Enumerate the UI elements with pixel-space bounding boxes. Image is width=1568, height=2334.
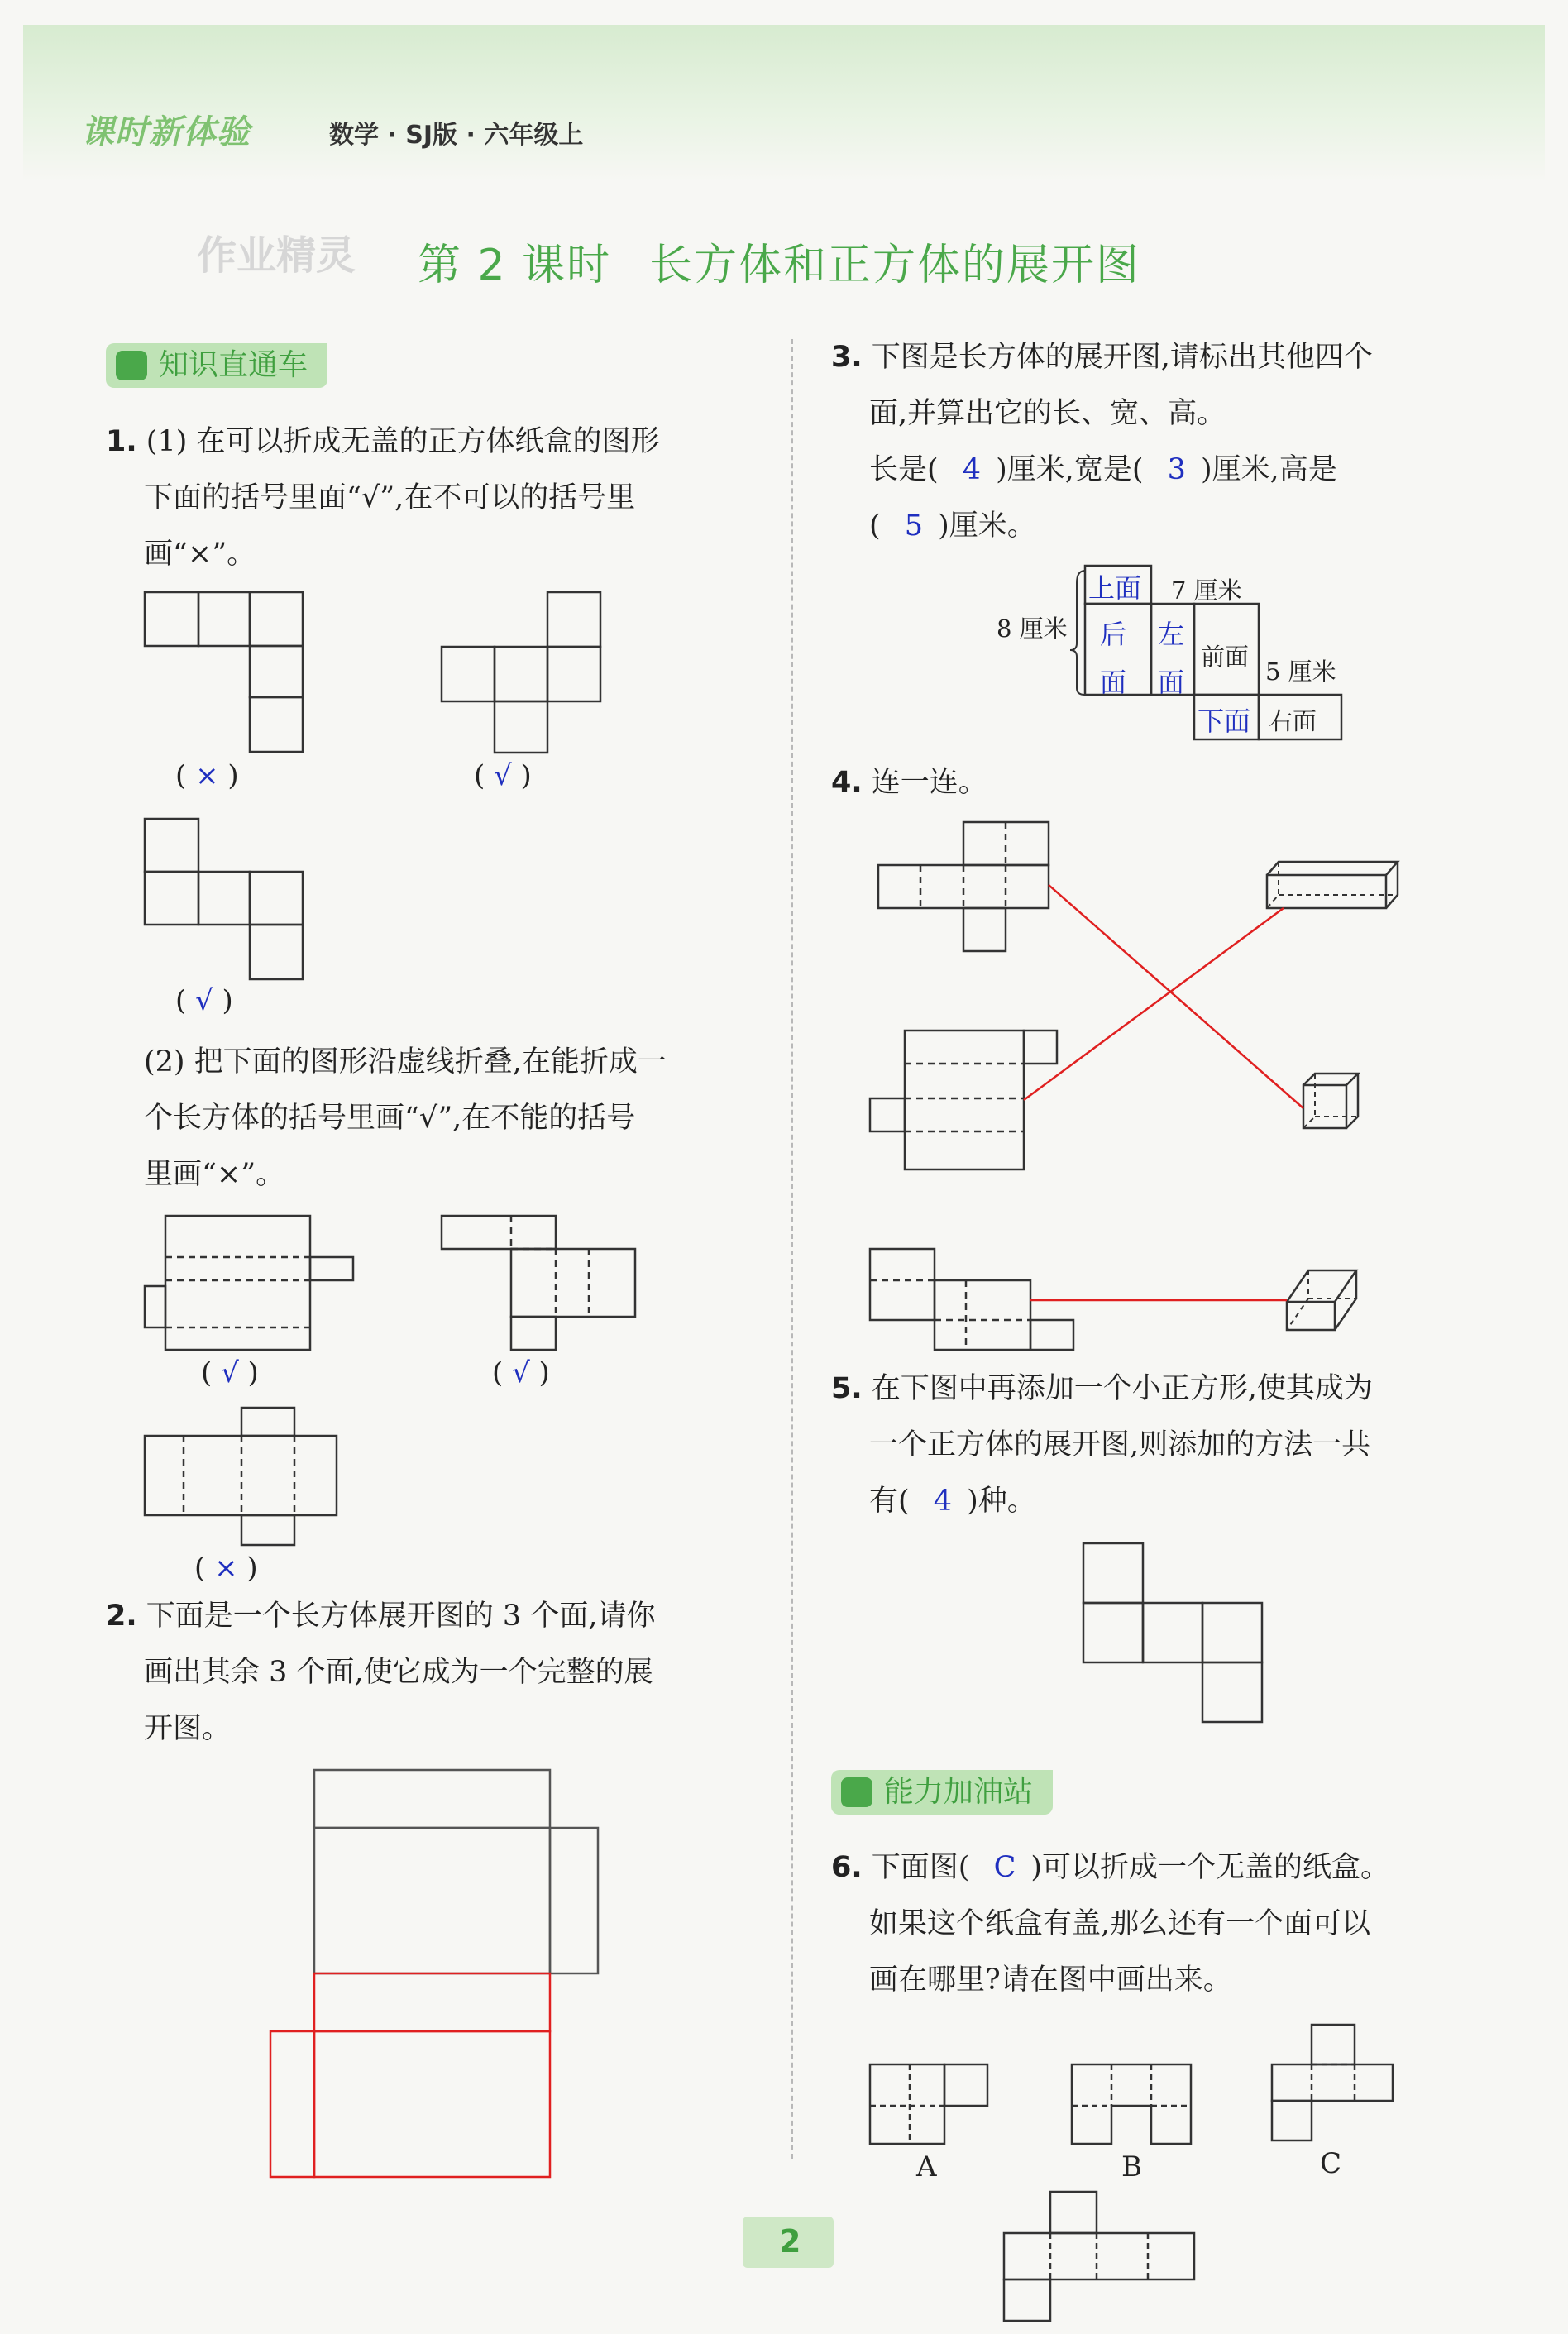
lesson-number: 第 2 课时 bbox=[418, 241, 612, 290]
q2-number: 2. bbox=[106, 1600, 137, 1633]
q3-length-answer: 4 bbox=[962, 453, 982, 486]
q3-height-close: )厘米。 bbox=[938, 509, 1036, 543]
q1-ans2: √ bbox=[494, 759, 512, 792]
q3-dim-7: 7 厘米 bbox=[1171, 576, 1242, 605]
q1-ans1: × bbox=[195, 759, 219, 792]
q1p2-ans1: √ bbox=[221, 1356, 239, 1389]
q3-left-label1: 左 bbox=[1158, 619, 1185, 650]
q3-height-label: )厘米,高是 bbox=[1200, 453, 1337, 486]
page-title: 长方体和正方体的展开图 bbox=[649, 241, 1141, 290]
q1p2-answer-2: ( √ ) bbox=[492, 1356, 550, 1389]
q6-number: 6. bbox=[831, 1851, 863, 1884]
q1-part2-line2: 个长方体的括号里画“√”,在不能的括号 bbox=[144, 1102, 636, 1135]
q3-line1: 下图是长方体的展开图,请标出其他四个 bbox=[871, 341, 1373, 374]
q6-answer: C bbox=[993, 1851, 1016, 1884]
section-knowledge-label: 知识直通车 bbox=[159, 348, 308, 382]
q6-line2: 画在哪里?请在图中画出来。 bbox=[869, 1963, 1232, 1997]
q6-pre: 下面图( bbox=[871, 1851, 970, 1884]
q6-extra-bottom bbox=[1004, 2279, 1050, 2321]
q3-len-label: 长是( bbox=[869, 453, 939, 486]
page-number: 2 bbox=[779, 2223, 801, 2260]
q3-top-label: 上面 bbox=[1088, 572, 1142, 604]
q5-pre: 有( bbox=[869, 1485, 910, 1518]
q6-figA-tab bbox=[944, 2064, 987, 2106]
q5-number: 5. bbox=[831, 1372, 863, 1405]
q6-line1: 如果这个纸盒有盖,那么还有一个面可以 bbox=[869, 1907, 1371, 1940]
q3-width-label: )厘米,宽是( bbox=[996, 453, 1144, 486]
q3-front-label: 前面 bbox=[1201, 643, 1250, 671]
q1-part2-line1: (2) 把下面的图形沿虚线折叠,在能折成一 bbox=[144, 1045, 667, 1079]
q3-number: 3. bbox=[831, 341, 863, 374]
q6-figC-row bbox=[1272, 2064, 1393, 2101]
brand-logo: 课时新体验 bbox=[81, 113, 251, 151]
q2-line2: 画出其余 3 个面,使它成为一个完整的展 bbox=[144, 1656, 653, 1689]
q6-figC-top bbox=[1312, 2025, 1355, 2064]
q1-answer-1: ( × ) bbox=[175, 759, 239, 792]
q2-line3: 开图。 bbox=[144, 1712, 232, 1745]
q6-figC-bottom bbox=[1272, 2101, 1312, 2140]
q3-height-open: ( bbox=[869, 509, 881, 543]
q3-dim-5: 5 厘米 bbox=[1265, 658, 1336, 686]
watermark: 作业精灵 bbox=[197, 232, 356, 279]
section-ability-label: 能力加油站 bbox=[884, 1775, 1034, 1809]
q3-right-label: 右面 bbox=[1269, 707, 1317, 735]
q1-line3: 画“×”。 bbox=[144, 538, 256, 571]
q6-figA-body bbox=[870, 2064, 944, 2144]
q5-line2: 一个正方体的展开图,则添加的方法一共 bbox=[869, 1428, 1371, 1461]
q1-line2: 下面的括号里面“√”,在不可以的括号里 bbox=[144, 481, 636, 514]
q3-line2: 面,并算出它的长、宽、高。 bbox=[869, 397, 1226, 430]
q6-label-c: C bbox=[1320, 2147, 1342, 2180]
q3-dim-8: 8 厘米 bbox=[997, 615, 1068, 643]
q5-line1: 在下图中再添加一个小正方形,使其成为 bbox=[871, 1372, 1373, 1405]
q1p2-answer-3: ( × ) bbox=[194, 1552, 258, 1585]
q1p2-ans3: × bbox=[214, 1552, 238, 1585]
q3-back-label1: 后 bbox=[1100, 619, 1127, 650]
q5-post: )种。 bbox=[967, 1485, 1036, 1518]
q6-post: )可以折成一个无盖的纸盒。 bbox=[1030, 1851, 1390, 1884]
q1-ans3: √ bbox=[195, 984, 213, 1017]
q6-extra-top bbox=[1050, 2192, 1097, 2233]
q1-part2-line3: 里画“×”。 bbox=[144, 1158, 285, 1191]
q1-number: 1. bbox=[106, 425, 137, 458]
q3-width-answer: 3 bbox=[1167, 453, 1186, 486]
q3-height-answer: 5 bbox=[904, 509, 924, 543]
q3-bottom-label: 下面 bbox=[1198, 705, 1251, 737]
q1-answer-3: ( √ ) bbox=[175, 984, 233, 1017]
q6-extra-row bbox=[1004, 2233, 1194, 2279]
q1p2-answer-1: ( √ ) bbox=[201, 1356, 259, 1389]
q3-left-label2: 面 bbox=[1158, 667, 1185, 698]
q1p2-ans2: √ bbox=[512, 1356, 530, 1389]
q3-back-label2: 面 bbox=[1100, 667, 1127, 698]
q6-label-a: A bbox=[916, 2150, 937, 2183]
q4-line: 连一连。 bbox=[871, 766, 987, 799]
q4-number: 4. bbox=[831, 766, 863, 799]
q5-answer: 4 bbox=[933, 1485, 953, 1518]
q1-answer-2: ( √ ) bbox=[474, 759, 532, 792]
q6-label-b: B bbox=[1121, 2150, 1142, 2183]
q6-figB-shape bbox=[1072, 2064, 1191, 2144]
q2-line1: 下面是一个长方体展开图的 3 个面,请你 bbox=[146, 1600, 656, 1633]
q1-line1: (1) 在可以折成无盖的正方体纸盒的图形 bbox=[146, 425, 660, 458]
subject-label: 数学 · SJ版 · 六年级上 bbox=[329, 121, 584, 150]
